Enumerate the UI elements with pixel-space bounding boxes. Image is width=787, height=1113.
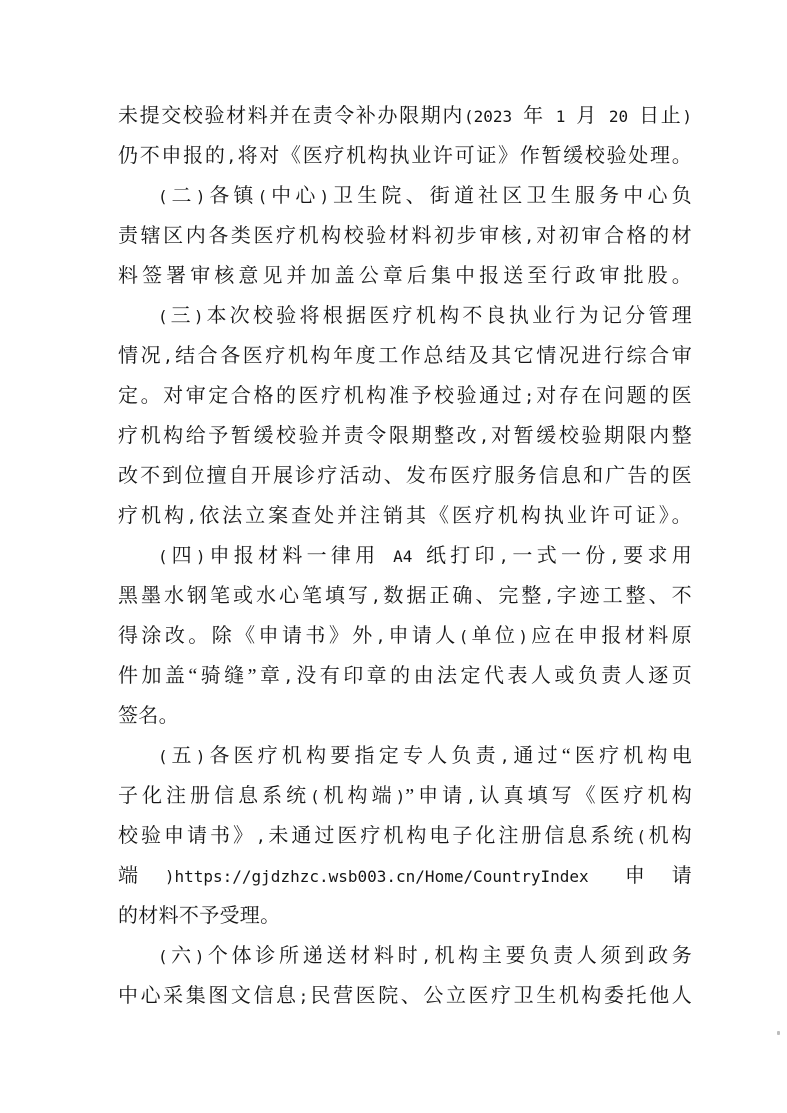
latin-text: , [421, 947, 432, 966]
latin-text: ) [518, 627, 528, 646]
latin-text: ) [682, 107, 692, 126]
text-line: 疗机构,依法立案查处并注销其《医疗机构执业许可证》。 [118, 505, 692, 527]
latin-text: , [371, 587, 381, 606]
text-line: (三)本次校验将根据医疗机构不良执业行为记分管理 [158, 305, 692, 327]
latin-text: ( [257, 187, 268, 206]
scan-speck [777, 1031, 780, 1035]
latin-text: ) [395, 787, 406, 806]
text-line: 校验申请书》,未通过医疗机构电子化注册信息系统(机构 [118, 825, 692, 847]
latin-text: , [524, 227, 534, 246]
latin-text: , [479, 427, 489, 446]
text-line: (二)各镇(中心)卫生院、街道社区卫生服务中心负 [158, 185, 692, 207]
latin-text: , [609, 547, 620, 566]
text-line: 黑墨水钢笔或水心笔填写,数据正确、完整,字迹工整、不 [118, 585, 692, 607]
latin-text: ( [158, 187, 168, 206]
latin-text: ( [158, 307, 168, 326]
latin-text: , [283, 667, 294, 686]
latin-text: , [544, 587, 554, 606]
latin-text: ( [310, 787, 320, 806]
latin-text: , [466, 787, 476, 806]
latin-text: , [375, 627, 386, 646]
text-line: 未提交校验材料并在责令补办限期内(2023 年 1 月 20 日止) [118, 105, 692, 127]
document-body [118, 96, 692, 1016]
latin-text: ( [158, 947, 168, 966]
latin-text: , [163, 347, 173, 366]
text-line: 的材料不予受理。 [118, 905, 281, 927]
latin-text: ( [158, 547, 168, 566]
text-line: 签名。 [118, 705, 179, 727]
text-line: 端)https://gjdzhzc.wsb003.cn/Home/CountryIndex 申请 [118, 865, 692, 887]
latin-text: ) [195, 547, 206, 566]
text-line: 料签署审核意见并加盖公章后集中报送至行政审批股。 [118, 265, 692, 287]
text-line: 件加盖“骑缝”章,没有印章的由法定代表人或负责人逐页 [118, 665, 692, 687]
latin-text: , [256, 827, 266, 846]
latin-text: ( [458, 627, 469, 646]
text-line: (四)申报材料一律用 A4 纸打印,一式一份,要求用 [158, 545, 693, 567]
latin-text: ; [524, 387, 534, 406]
latin-text: ; [298, 987, 309, 1006]
latin-text: ) [194, 947, 205, 966]
text-line: (五)各医疗机构要指定专人负责,通过“医疗机构电 [158, 745, 692, 767]
text-line: 子化注册信息系统(机构端)”申请,认真填写《医疗机构 [118, 785, 692, 807]
text-line: 仍不申报的,将对《医疗机构执业许可证》作暂缓校验处理。 [118, 145, 692, 167]
text-line: 情况,结合各医疗机构年度工作总结及其它情况进行综合审 [118, 345, 692, 367]
latin-text: , [186, 507, 197, 526]
text-line: 定。对审定合格的医疗机构准予校验通过;对存在问题的医 [118, 385, 692, 407]
latin-text: ( [158, 747, 168, 766]
text-line: 得涂改。除《申请书》外,申请人(单位)应在申报材料原 [118, 625, 692, 647]
latin-text: , [226, 147, 237, 166]
latin-text: ) [195, 747, 206, 766]
latin-text: , [498, 547, 509, 566]
latin-text: ) [319, 187, 330, 206]
text-line: 责辖区内各类医疗机构校验材料初步审核,对初审合格的材 [118, 225, 692, 247]
text-line: 改不到位擅自开展诊疗活动、发布医疗服务信息和广告的医 [118, 465, 692, 487]
latin-text: ( [636, 827, 646, 846]
latin-text: ) [193, 307, 204, 326]
latin-text: A4 [379, 547, 426, 566]
text-line: (六)个体诊所递送材料时,机构主要负责人须到政务 [158, 945, 692, 967]
latin-text: 20 [597, 107, 640, 126]
text-line: 中心采集图文信息;民营医院、公立医疗卫生机构委托他人 [118, 985, 692, 1007]
latin-text: (2023 [463, 107, 524, 126]
latin-text: , [499, 747, 510, 766]
latin-text: ) [195, 187, 206, 206]
latin-text: 1 [544, 107, 577, 126]
latin-text: )https://gjdzhzc.wsb003.cn/Home/CountryIndex [164, 867, 625, 886]
text-line: 疗机构给予暂缓校验并责令限期整改,对暂缓校验期限内整 [118, 425, 692, 447]
